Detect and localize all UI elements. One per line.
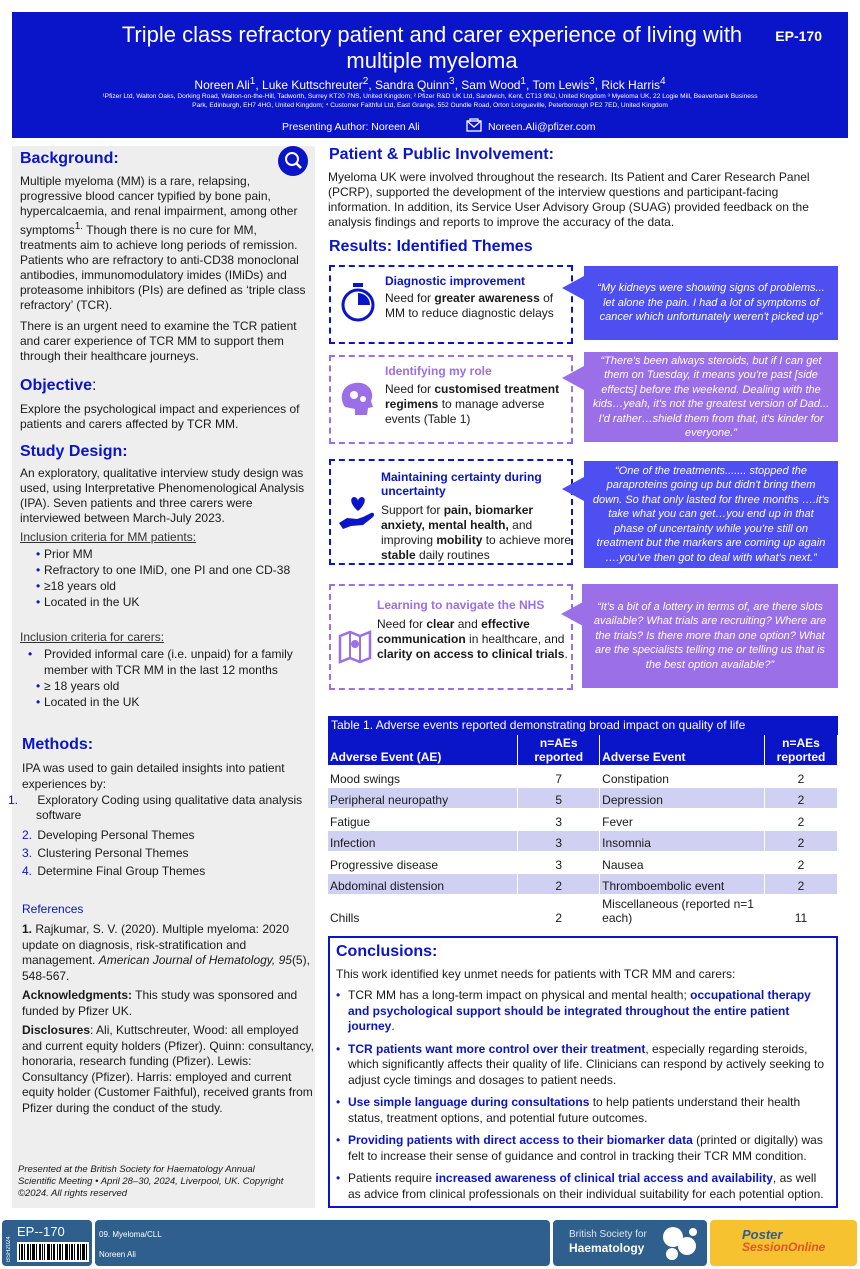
heart-hand-icon	[337, 493, 379, 535]
table-row: Peripheral neuropathy 5 Depression 2	[328, 787, 838, 809]
list-item: • Provided informal care (i.e. unpaid) for a family member with TCR MM in the last 12 months	[28, 647, 293, 677]
table-header-row	[328, 735, 838, 766]
methods-title: Methods:	[22, 736, 94, 753]
column-header: Adverse Event (AE)	[328, 735, 518, 766]
column-header: n=AEs reported	[518, 735, 600, 766]
list-item: • TCR MM has a long-term impact on physical and mental health; occupational therapy and psychological support should be integrated throughout the entire patient journey.	[336, 988, 811, 1033]
author: Tom Lewis	[532, 78, 590, 92]
study-design-text: An exploratory, qualitative interview study design was used, using Interpretative Phenomenological Analysis (IPA). Seven patients and three carers were interviewed between March-July 2023.	[20, 466, 305, 525]
list-item: • Located in the UK	[36, 695, 140, 709]
table-row: Infection 3 Insomnia 2	[328, 830, 838, 852]
footer-code: EP--170	[17, 1224, 65, 1239]
theme-quote: “My kidneys were showing signs of problems... let alone the pain. I had a lot of symptoms of cancer which unfortunately weren't picked up”	[584, 266, 838, 340]
quote-pointer	[562, 477, 584, 501]
theme-text: Support for pain, biomarker anxiety, mental health, and improving mobility to achieve more stable daily routines	[381, 503, 572, 562]
theme-card	[329, 459, 573, 565]
footer-category: 09. Myeloma/CLL	[99, 1230, 162, 1239]
column-header: n=AEs reported	[765, 735, 838, 766]
carer-criteria-title: Inclusion criteria for carers:	[20, 630, 165, 644]
author: Luke Kuttschreuter	[262, 78, 363, 92]
background-title: Background:	[20, 150, 119, 167]
stopwatch-icon	[337, 281, 379, 323]
left-column	[8, 146, 315, 1208]
list-item: • Located in the UK	[36, 595, 140, 609]
list-item: • ≥18 years old	[36, 579, 116, 593]
theme-title: Diagnostic improvement	[385, 274, 526, 288]
theme-title: Maintaining certainty during uncertainty	[381, 470, 542, 498]
methods-text: IPA was used to gain detailed insights into patient experiences by:	[22, 761, 285, 791]
ppi-text: Myeloma UK were involved throughout the research. Its Patient and Carer Research Panel (PCRP), supported the development of the interview questions and participant-facing information. In addition, its Service User Advisory Group (SUAG) provided feedback on the analysis findings and reports to improve the accuracy of the data.	[328, 170, 810, 229]
adverse-events-table	[328, 716, 838, 926]
table-row: Fatigue 3 Fever 2	[328, 809, 838, 831]
author-email[interactable]: Noreen.Ali@pfizer.com	[488, 121, 596, 133]
conclusions-box	[328, 936, 838, 1208]
objective-text: Explore the psychological impact and experiences of patients and carers affected by TCR MM.	[20, 402, 300, 431]
author: Sandra Quinn	[374, 78, 450, 92]
list-item: • TCR patients want more control over their treatment, especially regarding steroids, which significantly affects their quality of life. Clinicians can respond by actively seeking to adjust cycle timings and dosages to patient needs.	[336, 1041, 825, 1087]
references-title: References	[22, 902, 84, 916]
background-paragraph-1: Multiple myeloma (MM) is a rare, relapsing, progressive blood cancer typified by bone pain, hypercalcaemia, and renal impairment, among other symptoms$^{1.}$ Though there is no cure for MM, treatments aim to achieve long periods of remission. Patients who are refractory to anti-CD38 monoclonal antibodies, immunomodulatory imides (IMiDs) and proteasome inhibitors (PIs) are defined as ‘triple class refractory’ (TCR).	[20, 174, 306, 312]
affiliations: ¹Pfizer Ltd, Walton Oaks, Dorking Road, Walton-on-the-Hill, Tadworth, Surrey KT20 7NS, United Kingdom; ² Pfizer R&D UK Ltd, Sandwich, Kent, CT13 9NJ, United Kingdom ³ Myeloma UK, 22 Logie Mill, Beaverbank Business Park, Edinburgh, EH7 4HG, United Kingdom; ⁴ Customer Faithful Ltd, East Grange, 552 Oundle Road, Orton Longueville, Peterborough PE2 7ED, United Kingdom	[102, 93, 758, 109]
reference-1: 1. Rajkumar, S. V. (2020). Multiple myeloma: 2020 update on diagnosis, risk-stratification and management. American Journal of Hematology, 95(5), 548-567.	[22, 922, 310, 983]
quote-pointer	[562, 276, 584, 300]
list-item: 2. Developing Personal Themes	[22, 828, 195, 842]
ppi-title: Patient & Public Involvement:	[329, 146, 554, 163]
list-item: • Patients require increased awareness of clinical trial access and availability, as well as advice from clinical professionals on their individual suitability for each potential option.	[336, 1171, 824, 1201]
conclusions-list	[336, 988, 826, 1209]
list-item: • Use simple language during consultations to help patients understand their health status, treatment options, and potential future outcomes.	[336, 1095, 801, 1125]
bsh-logo: British Society for Haematology	[553, 1220, 707, 1266]
theme-title: Identifying my role	[385, 364, 492, 378]
table-row: Chills 2 Miscellaneous (reported n=1 each) 11	[328, 895, 838, 926]
objective-title: Objective:	[20, 377, 97, 394]
footer-info-block	[95, 1220, 550, 1266]
poster-header	[12, 12, 848, 138]
poster-session-online-logo: Poster SessionOnline	[710, 1220, 857, 1266]
list-item: 1. Exploratory Coding using qualitative data analysis software	[8, 793, 303, 822]
theme-quote: “There's been always steroids, but if I can get them on Tuesday, it means you're past [side effects] before the weekend. Dealing with the kids…yeah, it's not the greatest version of Dad... I'd rather…shield them from that, it's kinder for everyone.”	[584, 352, 838, 442]
methods-steps	[8, 793, 307, 879]
list-item: 4. Determine Final Group Themes	[22, 864, 206, 878]
theme-card	[329, 584, 573, 690]
poster-title: Triple class refractory patient and carer experience of living with multiple myeloma	[121, 22, 743, 73]
presenting-author: Presenting Author: Noreen Ali	[282, 121, 420, 133]
bsh-circles-icon	[659, 1224, 699, 1262]
presented-note: Presented at the British Society for Haematology Annual Scientific Meeting • April 28–30, 2024, Liverpool, UK. Copyright ©2024. All rights reserved	[18, 1164, 284, 1199]
map-pin-icon	[337, 624, 379, 666]
theme-title: Learning to navigate the NHS	[377, 598, 545, 612]
vertical-code: BSH2024	[6, 1236, 12, 1262]
theme-quote: “It's a bit of a lottery in terms of, are there slots available? What trials are recruiting? Where are the trials? Is there more than one option? What are the specialists telling me or telling us that is the best option available?”	[582, 584, 838, 688]
author: Rick Harris	[601, 78, 661, 92]
theme-card	[329, 355, 573, 444]
list-item: • Providing patients with direct access to their biomarker data (printed or digitally) was felt to increase their sense of guidance and control in tracking their TCR MM condition.	[336, 1133, 823, 1163]
quote-pointer	[562, 366, 584, 390]
poster-code: EP-170	[775, 28, 822, 44]
footer-code-block	[2, 1220, 92, 1266]
table-row: Mood swings 7 Constipation 2	[328, 766, 838, 788]
table-caption: Table 1. Adverse events reported demonstrating broad impact on quality of life	[328, 716, 838, 735]
table-row: Abdominal distension 2 Thromboembolic event 2	[328, 873, 838, 895]
author: Noreen Ali	[194, 78, 250, 92]
theme-card	[329, 265, 573, 344]
background-paragraph-2: There is an urgent need to examine the TCR patient and carer experience of TCR MM to support them through their healthcare journeys.	[20, 319, 297, 363]
patient-criteria-list	[36, 546, 306, 610]
head-gears-icon	[337, 377, 379, 419]
footer-author: Noreen Ali	[99, 1250, 136, 1259]
conclusions-title: Conclusions:	[336, 943, 438, 960]
acknowledgments: Acknowledgments: This study was sponsored and funded by Pfizer UK.	[22, 988, 298, 1018]
list-item: • Refractory to one IMiD, one PI and one CD-38	[36, 563, 291, 577]
list-item: 3. Clustering Personal Themes	[22, 846, 189, 860]
quote-pointer	[561, 602, 583, 626]
theme-text: Need for greater awareness of MM to reduce diagnostic delays	[385, 291, 554, 320]
list-item: • Prior MM	[36, 547, 93, 561]
column-header: Adverse Event	[600, 735, 765, 766]
study-design-title: Study Design:	[20, 443, 128, 460]
theme-quote: “One of the treatments....... stopped the paraproteins going up but didn't bring them down. So that only lasted for three months ….it's take what you can get…you end up in that phase of uncertainty while you're still on treatment but the markers are coming up again ….you've then got to deal with what's next.”	[584, 461, 838, 568]
carer-criteria-list	[28, 646, 308, 710]
list-item: • ≥ 18 years old	[36, 679, 120, 693]
search-icon	[278, 146, 308, 176]
envelope-icon	[466, 118, 482, 132]
conclusions-intro: This work identified key unmet needs for patients with TCR MM and carers:	[336, 967, 736, 981]
author: Sam Wood	[461, 78, 521, 92]
theme-text: Need for clear and effective communication in healthcare, and clarity on access to clinical trials.	[377, 617, 568, 661]
disclosures: Disclosures: Ali, Kuttschreuter, Wood: all employed and current equity holders (Pfizer). Quinn: consultancy, honoraria, research funding (Pfizer). Lewis: Consultancy (Pfizer). Harris: employed and current equity holder (Customer Faithful), received grants from Pfizer during the conduct of the study.	[22, 1023, 314, 1115]
theme-text: Need for customised treatment regimens to manage adverse events (Table 1)	[385, 382, 560, 426]
table-row: Progressive disease 3 Nausea 2	[328, 852, 838, 874]
results-title: Results: Identified Themes	[329, 238, 533, 255]
author-list: Noreen Ali$^1$, Luke Kuttschreuter$^2$, Sandra Quinn$^3$, Sam Wood$^1$, Tom Lewis$^3$, Rick Harris$^4$	[194, 76, 666, 92]
patient-criteria-title: Inclusion criteria for MM patients:	[20, 530, 197, 544]
barcode-icon	[17, 1242, 89, 1262]
